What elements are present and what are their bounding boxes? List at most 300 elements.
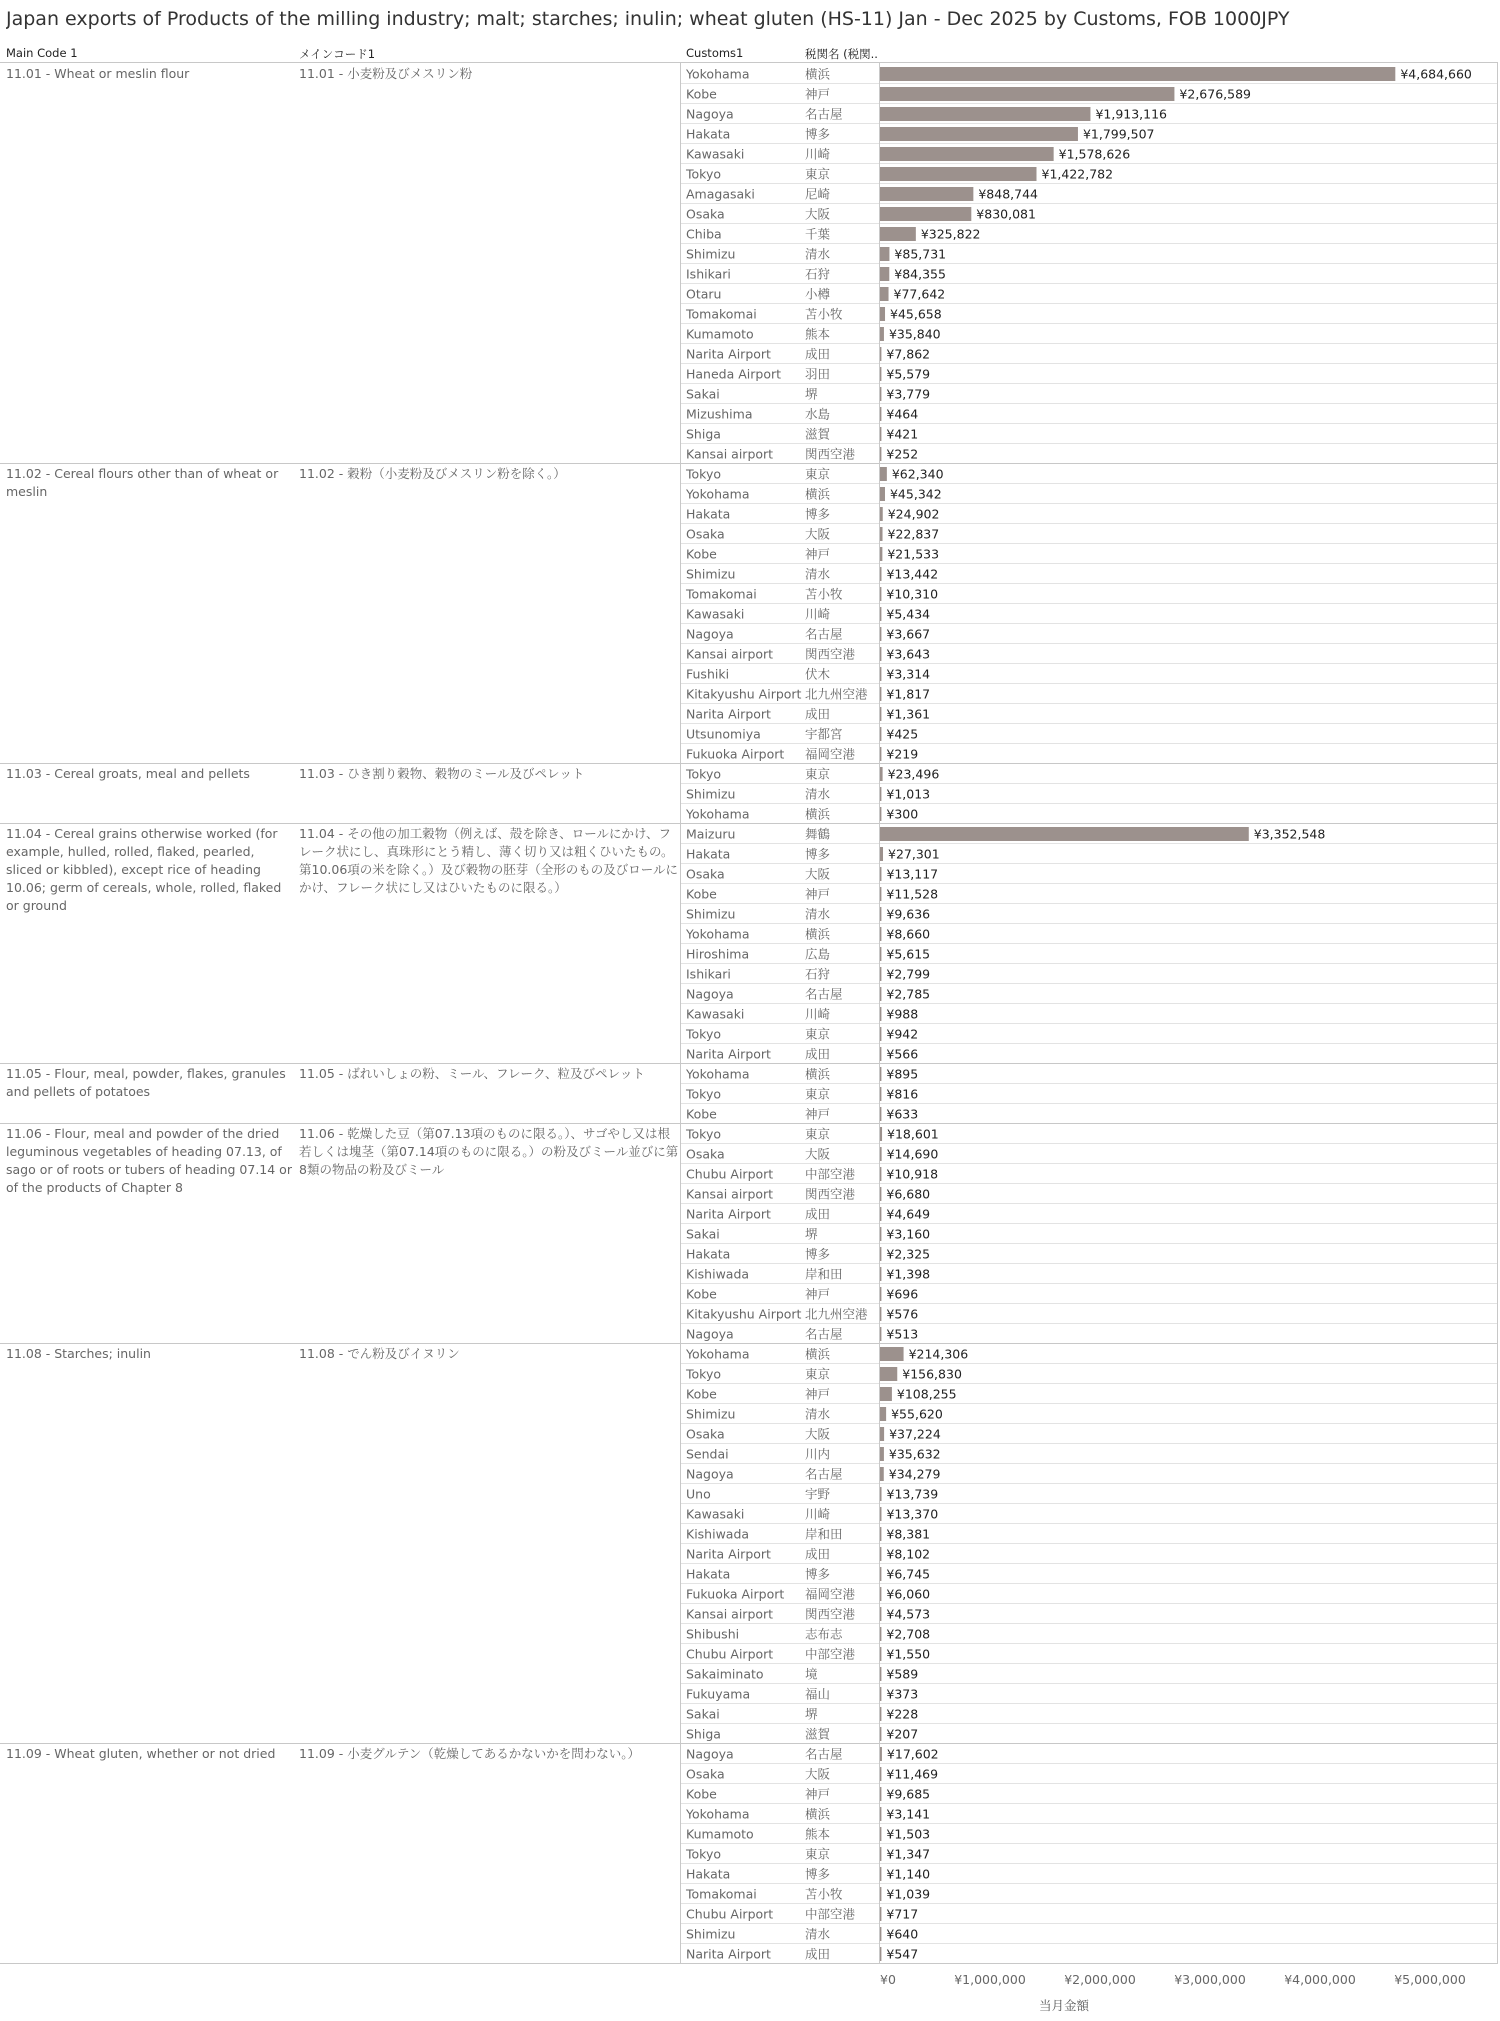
bar[interactable] bbox=[880, 1007, 881, 1021]
bar[interactable] bbox=[880, 867, 881, 881]
customs-name[interactable]: Kishiwada bbox=[686, 1266, 750, 1282]
customs-name-jp[interactable]: 境 bbox=[805, 1666, 818, 1682]
customs-name[interactable]: Osaka bbox=[686, 206, 725, 222]
customs-name-jp[interactable]: 名古屋 bbox=[805, 986, 843, 1002]
customs-name-jp[interactable]: 大阪 bbox=[805, 1766, 831, 1782]
bar[interactable] bbox=[880, 1467, 884, 1481]
customs-name-jp[interactable]: 清水 bbox=[805, 1926, 831, 1942]
customs-name[interactable]: Nagoya bbox=[686, 986, 734, 1002]
customs-name-jp[interactable]: 神戸 bbox=[805, 86, 831, 102]
bar[interactable] bbox=[880, 1827, 881, 1841]
bar[interactable] bbox=[880, 1647, 881, 1661]
customs-name-jp[interactable]: 舞鶴 bbox=[805, 826, 831, 842]
bar[interactable] bbox=[880, 1447, 884, 1461]
customs-name[interactable]: Nagoya bbox=[686, 1326, 734, 1342]
customs-name-jp[interactable]: 東京 bbox=[805, 766, 831, 782]
customs-name-jp[interactable]: 関西空港 bbox=[805, 446, 856, 462]
header-main-code-jp[interactable]: メインコード1 bbox=[299, 47, 376, 61]
customs-name-jp[interactable]: 東京 bbox=[805, 166, 831, 182]
bar[interactable] bbox=[880, 67, 1395, 81]
customs-name[interactable]: Fukuyama bbox=[686, 1686, 751, 1702]
customs-name-jp[interactable]: 伏木 bbox=[805, 666, 831, 682]
customs-name-jp[interactable]: 志布志 bbox=[805, 1626, 843, 1642]
bar[interactable] bbox=[880, 967, 881, 981]
customs-name-jp[interactable]: 福山 bbox=[805, 1686, 831, 1702]
customs-name-jp[interactable]: 東京 bbox=[805, 1126, 831, 1142]
customs-name[interactable]: Shimizu bbox=[686, 246, 736, 262]
bar[interactable] bbox=[880, 1787, 881, 1801]
bar[interactable] bbox=[880, 1767, 881, 1781]
customs-name[interactable]: Ishikari bbox=[686, 266, 731, 282]
customs-name[interactable]: Tokyo bbox=[686, 1086, 721, 1102]
bar[interactable] bbox=[880, 567, 881, 581]
bar[interactable] bbox=[880, 327, 884, 341]
bar[interactable] bbox=[880, 1507, 881, 1521]
bar[interactable] bbox=[880, 1627, 881, 1641]
bar[interactable] bbox=[880, 1267, 881, 1281]
customs-name-jp[interactable]: 横浜 bbox=[805, 1066, 831, 1082]
customs-name-jp[interactable]: 熊本 bbox=[805, 1826, 831, 1842]
bar[interactable] bbox=[880, 607, 881, 621]
customs-name[interactable]: Kawasaki bbox=[686, 146, 745, 162]
bar[interactable] bbox=[880, 687, 881, 701]
customs-name[interactable]: Maizuru bbox=[686, 826, 736, 842]
customs-name-jp[interactable]: 名古屋 bbox=[805, 1466, 843, 1482]
customs-name[interactable]: Sakai bbox=[686, 386, 720, 402]
customs-name[interactable]: Yokohama bbox=[686, 486, 750, 502]
customs-name[interactable]: Tokyo bbox=[686, 166, 721, 182]
bar[interactable] bbox=[880, 227, 916, 241]
customs-name-jp[interactable]: 北九州空港 bbox=[805, 686, 868, 702]
bar[interactable] bbox=[880, 1667, 881, 1681]
customs-name-jp[interactable]: 横浜 bbox=[805, 1806, 831, 1822]
bar[interactable] bbox=[880, 1947, 881, 1961]
customs-name[interactable]: Kawasaki bbox=[686, 606, 745, 622]
bar[interactable] bbox=[880, 1307, 881, 1321]
bar[interactable] bbox=[880, 1587, 881, 1601]
customs-name-jp[interactable]: 中部空港 bbox=[805, 1166, 856, 1182]
bar[interactable] bbox=[880, 1247, 881, 1261]
customs-name[interactable]: Otaru bbox=[686, 286, 722, 302]
bar[interactable] bbox=[880, 1167, 881, 1181]
customs-name[interactable]: Yokohama bbox=[686, 926, 750, 942]
customs-name-jp[interactable]: 清水 bbox=[805, 246, 831, 262]
bar[interactable] bbox=[880, 347, 881, 361]
customs-name[interactable]: Yokohama bbox=[686, 66, 750, 82]
customs-name[interactable]: Sakai bbox=[686, 1226, 720, 1242]
bar-value-label: ¥1,550 bbox=[886, 1646, 931, 1662]
customs-name-jp[interactable]: 大阪 bbox=[805, 206, 831, 222]
header-main-code[interactable]: Main Code 1 bbox=[6, 46, 78, 60]
bar-value-label: ¥13,370 bbox=[886, 1506, 939, 1522]
customs-name-jp[interactable]: 川内 bbox=[805, 1446, 831, 1462]
bar[interactable] bbox=[880, 127, 1078, 141]
customs-name[interactable]: Amagasaki bbox=[686, 186, 755, 202]
bar-value-label: ¥1,817 bbox=[886, 686, 931, 702]
customs-name-jp[interactable]: 川崎 bbox=[805, 1506, 831, 1522]
bar-value-label: ¥228 bbox=[886, 1706, 919, 1722]
customs-name-jp[interactable]: 福岡空港 bbox=[805, 746, 856, 762]
customs-name[interactable]: Kansai airport bbox=[686, 446, 774, 462]
customs-name[interactable]: Kawasaki bbox=[686, 1006, 745, 1022]
customs-name[interactable]: Chubu Airport bbox=[686, 1166, 774, 1182]
customs-name-jp[interactable]: 石狩 bbox=[805, 266, 831, 282]
customs-name-jp[interactable]: 大阪 bbox=[805, 526, 831, 542]
customs-name-jp[interactable]: 清水 bbox=[805, 786, 831, 802]
header-customs-jp[interactable]: 税関名 (税関.. bbox=[805, 47, 878, 61]
customs-name[interactable]: Chiba bbox=[686, 226, 722, 242]
customs-name[interactable]: Uno bbox=[686, 1486, 711, 1502]
bar[interactable] bbox=[880, 1907, 881, 1921]
customs-name[interactable]: Tokyo bbox=[686, 1366, 721, 1382]
customs-name-jp[interactable]: 横浜 bbox=[805, 486, 831, 502]
bar-value-label: ¥214,306 bbox=[908, 1346, 969, 1362]
customs-name[interactable]: Haneda Airport bbox=[686, 366, 782, 382]
customs-name[interactable]: Chubu Airport bbox=[686, 1906, 774, 1922]
bar[interactable] bbox=[880, 1927, 881, 1941]
bar[interactable] bbox=[880, 547, 882, 561]
customs-name[interactable]: Kobe bbox=[686, 1786, 717, 1802]
bar[interactable] bbox=[880, 447, 881, 461]
customs-name-jp[interactable]: 名古屋 bbox=[805, 1746, 843, 1762]
bar[interactable] bbox=[880, 1747, 882, 1761]
customs-name[interactable]: Kobe bbox=[686, 1106, 717, 1122]
customs-name-jp[interactable]: 清水 bbox=[805, 1406, 831, 1422]
customs-name[interactable]: Narita Airport bbox=[686, 1206, 771, 1222]
customs-name-jp[interactable]: 名古屋 bbox=[805, 106, 843, 122]
bar[interactable] bbox=[880, 827, 1249, 841]
customs-name-jp[interactable]: 神戸 bbox=[805, 886, 831, 902]
customs-name-jp[interactable]: 神戸 bbox=[805, 1106, 831, 1122]
customs-name-jp[interactable]: 川崎 bbox=[805, 146, 831, 162]
bar[interactable] bbox=[880, 807, 881, 821]
customs-name-jp[interactable]: 名古屋 bbox=[805, 626, 843, 642]
bar[interactable] bbox=[880, 1707, 881, 1721]
customs-name[interactable]: Ishikari bbox=[686, 966, 731, 982]
customs-name[interactable]: Hakata bbox=[686, 506, 731, 522]
bar[interactable] bbox=[880, 947, 881, 961]
bar[interactable] bbox=[880, 1027, 881, 1041]
customs-name-jp[interactable]: 成田 bbox=[805, 1206, 831, 1222]
customs-name[interactable]: Nagoya bbox=[686, 1466, 734, 1482]
customs-name[interactable]: Hakata bbox=[686, 1866, 731, 1882]
customs-name[interactable]: Utsunomiya bbox=[686, 726, 761, 742]
customs-name-jp[interactable]: 神戸 bbox=[805, 1386, 831, 1402]
bar[interactable] bbox=[880, 247, 889, 261]
customs-name[interactable]: Kishiwada bbox=[686, 1526, 750, 1542]
bar[interactable] bbox=[880, 427, 881, 441]
bar[interactable] bbox=[880, 1287, 881, 1301]
customs-name[interactable]: Tokyo bbox=[686, 766, 721, 782]
customs-name-jp[interactable]: 堺 bbox=[805, 1706, 818, 1722]
customs-name[interactable]: Shimizu bbox=[686, 906, 736, 922]
customs-name[interactable]: Osaka bbox=[686, 526, 725, 542]
customs-name[interactable]: Narita Airport bbox=[686, 1546, 771, 1562]
customs-name-jp[interactable]: 東京 bbox=[805, 466, 831, 482]
bar[interactable] bbox=[880, 887, 881, 901]
customs-name[interactable]: Tomakomai bbox=[686, 586, 757, 602]
customs-name-jp[interactable]: 成田 bbox=[805, 1946, 831, 1962]
bar[interactable] bbox=[880, 1347, 904, 1361]
customs-name[interactable]: Tokyo bbox=[686, 466, 721, 482]
bar[interactable] bbox=[880, 1207, 881, 1221]
bar[interactable] bbox=[880, 1567, 881, 1581]
bar[interactable] bbox=[880, 767, 883, 781]
customs-name-jp[interactable]: 名古屋 bbox=[805, 1326, 843, 1342]
customs-name[interactable]: Shimizu bbox=[686, 1926, 736, 1942]
bar[interactable] bbox=[880, 1687, 881, 1701]
customs-name-jp[interactable]: 熊本 bbox=[805, 326, 831, 342]
customs-name-jp[interactable]: 宇都宮 bbox=[805, 726, 843, 742]
customs-name[interactable]: Shimizu bbox=[686, 786, 736, 802]
customs-name[interactable]: Shiga bbox=[686, 1726, 721, 1742]
bar[interactable] bbox=[880, 1547, 881, 1561]
customs-name-jp[interactable]: 宇野 bbox=[805, 1486, 831, 1502]
customs-name[interactable]: Fukuoka Airport bbox=[686, 746, 785, 762]
customs-name-jp[interactable]: 横浜 bbox=[805, 1346, 831, 1362]
bar[interactable] bbox=[880, 1107, 881, 1121]
customs-name-jp[interactable]: 東京 bbox=[805, 1846, 831, 1862]
bar-value-label: ¥35,840 bbox=[888, 326, 941, 342]
customs-name[interactable]: Tokyo bbox=[686, 1026, 721, 1042]
bar[interactable] bbox=[880, 1227, 881, 1241]
bar[interactable] bbox=[880, 267, 889, 281]
customs-name-jp[interactable]: 岸和田 bbox=[805, 1526, 843, 1542]
bar[interactable] bbox=[880, 1427, 884, 1441]
customs-name[interactable]: Kumamoto bbox=[686, 326, 754, 342]
customs-name-jp[interactable]: 博多 bbox=[805, 126, 831, 142]
bar[interactable] bbox=[880, 1187, 881, 1201]
customs-name-jp[interactable]: 中部空港 bbox=[805, 1646, 856, 1662]
customs-name[interactable]: Kitakyushu Airport bbox=[686, 686, 802, 702]
bar[interactable] bbox=[880, 847, 883, 861]
bar[interactable] bbox=[880, 1367, 897, 1381]
customs-name[interactable]: Sendai bbox=[686, 1446, 729, 1462]
customs-name[interactable]: Yokohama bbox=[686, 1066, 750, 1082]
customs-name-jp[interactable]: 博多 bbox=[805, 846, 831, 862]
customs-name[interactable]: Shimizu bbox=[686, 1406, 736, 1422]
customs-name-jp[interactable]: 博多 bbox=[805, 1566, 831, 1582]
customs-name[interactable]: Narita Airport bbox=[686, 1046, 771, 1062]
bar[interactable] bbox=[880, 787, 881, 801]
bar[interactable] bbox=[880, 1387, 892, 1401]
customs-name[interactable]: Osaka bbox=[686, 866, 725, 882]
customs-name[interactable]: Shibushi bbox=[686, 1626, 740, 1642]
customs-name[interactable]: Yokohama bbox=[686, 806, 750, 822]
customs-name-jp[interactable]: 川崎 bbox=[805, 1006, 831, 1022]
bar[interactable] bbox=[880, 667, 881, 681]
bar[interactable] bbox=[880, 707, 881, 721]
customs-name-jp[interactable]: 広島 bbox=[805, 946, 831, 962]
customs-name[interactable]: Nagoya bbox=[686, 1746, 734, 1762]
customs-name-jp[interactable]: 成田 bbox=[805, 1546, 831, 1562]
customs-name[interactable]: Osaka bbox=[686, 1146, 725, 1162]
bar[interactable] bbox=[880, 1407, 886, 1421]
bar[interactable] bbox=[880, 107, 1090, 121]
customs-name-jp[interactable]: 小樽 bbox=[805, 286, 831, 302]
customs-name[interactable]: Kobe bbox=[686, 1386, 717, 1402]
bar[interactable] bbox=[880, 187, 973, 201]
customs-name[interactable]: Fukuoka Airport bbox=[686, 1586, 785, 1602]
customs-name-jp[interactable]: 東京 bbox=[805, 1366, 831, 1382]
customs-name-jp[interactable]: 中部空港 bbox=[805, 1906, 856, 1922]
bar[interactable] bbox=[880, 1087, 881, 1101]
customs-name-jp[interactable]: 苫小牧 bbox=[805, 586, 843, 602]
customs-name-jp[interactable]: 北九州空港 bbox=[805, 1306, 868, 1322]
customs-name-jp[interactable]: 成田 bbox=[805, 706, 831, 722]
customs-name[interactable]: Kitakyushu Airport bbox=[686, 1306, 802, 1322]
bar[interactable] bbox=[880, 727, 881, 741]
customs-name[interactable]: Mizushima bbox=[686, 406, 753, 422]
customs-name[interactable]: Tomakomai bbox=[686, 306, 757, 322]
customs-name[interactable]: Osaka bbox=[686, 1766, 725, 1782]
customs-name-jp[interactable]: 苫小牧 bbox=[805, 1886, 843, 1902]
bar[interactable] bbox=[880, 487, 885, 501]
header-customs[interactable]: Customs1 bbox=[686, 46, 744, 60]
customs-name[interactable]: Yokohama bbox=[686, 1346, 750, 1362]
customs-name[interactable]: Nagoya bbox=[686, 106, 734, 122]
customs-name-jp[interactable]: 関西空港 bbox=[805, 1606, 856, 1622]
bar[interactable] bbox=[880, 527, 883, 541]
bar[interactable] bbox=[880, 1727, 881, 1741]
customs-name-jp[interactable]: 成田 bbox=[805, 1046, 831, 1062]
customs-name[interactable]: Shiga bbox=[686, 426, 721, 442]
bar[interactable] bbox=[880, 167, 1037, 181]
customs-name-jp[interactable]: 苫小牧 bbox=[805, 306, 843, 322]
customs-name-jp[interactable]: 堺 bbox=[805, 386, 818, 402]
customs-name-jp[interactable]: 尼崎 bbox=[805, 186, 831, 202]
customs-name[interactable]: Hakata bbox=[686, 846, 731, 862]
bar[interactable] bbox=[880, 1127, 882, 1141]
customs-name[interactable]: Narita Airport bbox=[686, 1946, 771, 1962]
customs-name-jp[interactable]: 堺 bbox=[805, 1226, 818, 1242]
bar[interactable] bbox=[880, 927, 881, 941]
bar[interactable] bbox=[880, 1047, 881, 1061]
bar-value-label: ¥1,039 bbox=[886, 1886, 931, 1902]
customs-name[interactable]: Hakata bbox=[686, 126, 731, 142]
customs-name[interactable]: Chubu Airport bbox=[686, 1646, 774, 1662]
customs-name[interactable]: Tokyo bbox=[686, 1126, 721, 1142]
bar[interactable] bbox=[880, 587, 881, 601]
customs-name-jp[interactable]: 横浜 bbox=[805, 66, 831, 82]
customs-name[interactable]: Sakai bbox=[686, 1706, 720, 1722]
customs-name-jp[interactable]: 成田 bbox=[805, 346, 831, 362]
customs-name-jp[interactable]: 石狩 bbox=[805, 966, 831, 982]
customs-name[interactable]: Sakaiminato bbox=[686, 1666, 764, 1682]
bar[interactable] bbox=[880, 1607, 881, 1621]
bar[interactable] bbox=[880, 747, 881, 761]
bar[interactable] bbox=[880, 287, 889, 301]
bar[interactable] bbox=[880, 627, 881, 641]
customs-name-jp[interactable]: 神戸 bbox=[805, 546, 831, 562]
bar-value-label: ¥18,601 bbox=[887, 1126, 939, 1142]
bar[interactable] bbox=[880, 307, 885, 321]
customs-name[interactable]: Narita Airport bbox=[686, 706, 771, 722]
bar[interactable] bbox=[880, 1847, 881, 1861]
customs-name[interactable]: Hiroshima bbox=[686, 946, 750, 962]
customs-name[interactable]: Tokyo bbox=[686, 1846, 721, 1862]
customs-name[interactable]: Nagoya bbox=[686, 626, 734, 642]
customs-name-jp[interactable]: 博多 bbox=[805, 506, 831, 522]
customs-name-jp[interactable]: 滋賀 bbox=[805, 426, 831, 442]
customs-name-jp[interactable]: 関西空港 bbox=[805, 646, 856, 662]
customs-name[interactable]: Osaka bbox=[686, 1426, 725, 1442]
customs-name[interactable]: Kobe bbox=[686, 86, 717, 102]
customs-name-jp[interactable]: 川崎 bbox=[805, 606, 831, 622]
bar[interactable] bbox=[880, 207, 971, 221]
customs-name-jp[interactable]: 水島 bbox=[805, 406, 831, 422]
customs-name[interactable]: Kobe bbox=[686, 546, 717, 562]
bar[interactable] bbox=[880, 507, 883, 521]
bar[interactable] bbox=[880, 387, 881, 401]
customs-name[interactable]: Kansai airport bbox=[686, 646, 774, 662]
customs-name[interactable]: Tomakomai bbox=[686, 1886, 757, 1902]
bar[interactable] bbox=[880, 647, 881, 661]
customs-name[interactable]: Kawasaki bbox=[686, 1506, 745, 1522]
customs-name[interactable]: Hakata bbox=[686, 1566, 731, 1582]
customs-name[interactable]: Fushiki bbox=[686, 666, 730, 682]
bar-value-label: ¥547 bbox=[886, 1946, 919, 1962]
customs-name-jp[interactable]: 東京 bbox=[805, 1026, 831, 1042]
customs-name-jp[interactable]: 福岡空港 bbox=[805, 1586, 856, 1602]
customs-name-jp[interactable]: 清水 bbox=[805, 566, 831, 582]
customs-name-jp[interactable]: 千葉 bbox=[805, 226, 831, 242]
customs-name-jp[interactable]: 東京 bbox=[805, 1086, 831, 1102]
bar[interactable] bbox=[880, 1147, 882, 1161]
bar[interactable] bbox=[880, 1867, 881, 1881]
customs-name-jp[interactable]: 神戸 bbox=[805, 1286, 831, 1302]
bar[interactable] bbox=[880, 147, 1054, 161]
bar[interactable] bbox=[880, 1487, 882, 1501]
customs-name[interactable]: Kansai airport bbox=[686, 1186, 774, 1202]
customs-name[interactable]: Kobe bbox=[686, 886, 717, 902]
bar[interactable] bbox=[880, 1887, 881, 1901]
customs-name[interactable]: Hakata bbox=[686, 1246, 731, 1262]
customs-name-jp[interactable]: 滋賀 bbox=[805, 1726, 831, 1742]
customs-name-jp[interactable]: 横浜 bbox=[805, 806, 831, 822]
bar[interactable] bbox=[880, 987, 881, 1001]
customs-name-jp[interactable]: 博多 bbox=[805, 1866, 831, 1882]
customs-name-jp[interactable]: 博多 bbox=[805, 1246, 831, 1262]
customs-name-jp[interactable]: 横浜 bbox=[805, 926, 831, 942]
bar[interactable] bbox=[880, 407, 881, 421]
customs-name-jp[interactable]: 清水 bbox=[805, 906, 831, 922]
bar[interactable] bbox=[880, 907, 881, 921]
bar[interactable] bbox=[880, 467, 887, 481]
customs-name[interactable]: Yokohama bbox=[686, 1806, 750, 1822]
bar[interactable] bbox=[880, 1067, 881, 1081]
customs-name-jp[interactable]: 関西空港 bbox=[805, 1186, 856, 1202]
customs-name-jp[interactable]: 羽田 bbox=[805, 366, 831, 382]
bar[interactable] bbox=[880, 1327, 881, 1341]
customs-name-jp[interactable]: 岸和田 bbox=[805, 1266, 843, 1282]
customs-name-jp[interactable]: 大阪 bbox=[805, 866, 831, 882]
bar[interactable] bbox=[880, 367, 881, 381]
customs-name[interactable]: Narita Airport bbox=[686, 346, 771, 362]
bar[interactable] bbox=[880, 1807, 881, 1821]
bar[interactable] bbox=[880, 87, 1174, 101]
customs-name-jp[interactable]: 神戸 bbox=[805, 1786, 831, 1802]
customs-name[interactable]: Shimizu bbox=[686, 566, 736, 582]
group-code-jp-label: 11.09 - 小麦グルテン（乾燥してあるかないかを問わない。） bbox=[299, 1746, 640, 1761]
customs-name-jp[interactable]: 大阪 bbox=[805, 1426, 831, 1442]
bar-value-label: ¥24,902 bbox=[887, 506, 940, 522]
customs-name[interactable]: Kobe bbox=[686, 1286, 717, 1302]
customs-name-jp[interactable]: 大阪 bbox=[805, 1146, 831, 1162]
bar[interactable] bbox=[880, 1527, 881, 1541]
customs-name[interactable]: Kumamoto bbox=[686, 1826, 754, 1842]
customs-name[interactable]: Kansai airport bbox=[686, 1606, 774, 1622]
